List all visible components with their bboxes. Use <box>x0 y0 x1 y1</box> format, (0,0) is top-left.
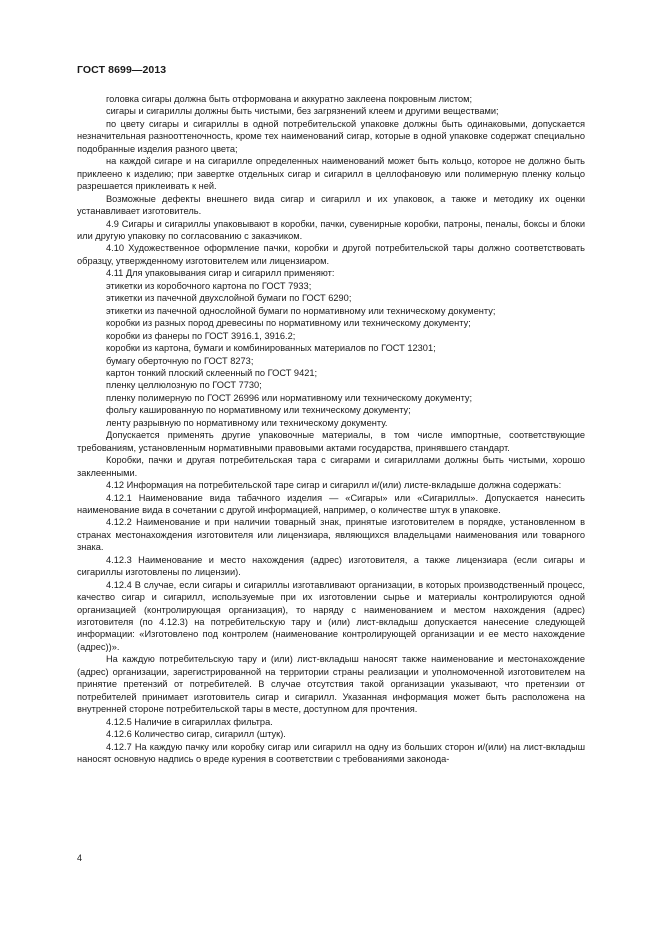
paragraph: по цвету сигары и сигариллы в одной потребительской упаковке должны быть одинаковыми, допускается незначительная разнооттеночность, кроме тех наименований сигар, которые в одной упаковке содержат специально подобранные изделия разного цвета; <box>77 118 585 154</box>
list-item: коробки из картона, бумаги и комбинированных материалов по ГОСТ 12301; <box>106 343 436 354</box>
paragraph: 4.10 Художественное оформление пачки, коробки и другой потребительской тары должно соответствовать образцу, утвержденному изготовителем или лицензиаром. <box>77 243 585 266</box>
paragraph: 4.12.3 Наименование и место нахождения (адрес) изготовителя, а также лицензиара (если сигары и сигариллы изготовлены по лицензии). <box>77 554 585 578</box>
list-item: этикетки из коробочного картона по ГОСТ 7933; <box>106 280 312 291</box>
document-body <box>77 93 585 765</box>
list-item: ленту разрывную по нормативному или техническому документу. <box>106 417 388 428</box>
list-item: фольгу кашированную по нормативному или техническому документу; <box>106 405 411 416</box>
paragraph: Возможные дефекты внешнего вида сигар и сигарилл и их упаковок, а также и методику их оценки устанавливает изготовитель. <box>77 193 585 217</box>
paragraph: 4.12.5 Наличие в сигариллах фильтра. <box>106 716 273 727</box>
paragraph: На каждую потребительскую тару и (или) лист-вкладыш наносят также наименование и местонахождение (адрес) организации, зарегистрированной на территории страны реализации и уполномоченной изготовителем на принятие претензий от потребителей. В случае отсутствия такой организации указывают, что претензии от потребителей принимает изготовитель сигар и сигарилл. Указанная информация может быть расположена на внутренней стороне потребительской тары в месте, доступном для прочтения. <box>77 654 585 715</box>
list-item: коробки из разных пород древесины по нормативному или техническому документу; <box>106 318 471 329</box>
list-item: коробки из фанеры по ГОСТ 3916.1, 3916.2; <box>106 330 296 341</box>
paragraph: 4.12 Информация на потребительской таре сигар и сигарилл и/(или) листе-вкладыше должна содержать: <box>106 480 562 491</box>
paragraph: 4.12.6 Количество сигар, сигарилл (штук). <box>106 729 286 740</box>
paragraph: 4.12.2 Наименование и при наличии товарный знак, принятые изготовителем в порядке, установленном в странах местонахождения изготовителя или лицензиара, являющихся владельцами наименования или товарного знака. <box>77 517 585 553</box>
page-number: 4 <box>77 853 83 863</box>
paragraph: Коробки, пачки и другая потребительская тара с сигарами и сигариллами должны быть чистыми, хорошо заклеенными. <box>77 455 585 478</box>
list-item: картон тонкий плоский склеенный по ГОСТ 9421; <box>106 367 318 378</box>
list-item: пленку целлюлозную по ГОСТ 7730; <box>106 380 262 391</box>
list-item: бумагу оберточную по ГОСТ 8273; <box>106 355 254 366</box>
paragraph: 4.9 Сигары и сигариллы упаковывают в коробки, пачки, сувенирные коробки, патроны, пеналы, боксы и блоки или другую упаковку по согласованию с заказчиком. <box>77 218 585 241</box>
list-item: этикетки из пачечной однослойной бумаги по нормативному или техническому документу; <box>106 305 496 316</box>
paragraph: на каждой сигаре и на сигарилле определенных наименований может быть кольцо, которое не должно быть приклеено к изделию; при завертке отдельных сигар и сигарилл в целлофановую или полимерную пленку кольцо разрешается приклеивать к ней. <box>77 156 585 192</box>
paragraph: головка сигары должна быть отформована и аккуратно заклеена покровным листом; <box>106 94 473 104</box>
paragraph: 4.12.1 Наименование вида табачного изделия — «Сигары» или «Сигариллы». Допускается нанесить наименование вида в сочетании с другой информацией, например, о количестве штук в упаковке. <box>77 492 585 515</box>
paragraph: 4.12.4 В случае, если сигары и сигариллы изготавливают организации, в которых производственный процесс, качество сигар и сигарилл, используемые при их изготовлении сырье и материалы контролируются одной организацией (контролирующая организация), то наряду с наименованием и местом нахождения (адрес) изготовителя (по 4.12.3) на потребительскую тару и (или) лист-вкладыш допускается нанесение следующей информации: «Изготовлено под контролем (наименование контролирующей организации и ее место нахождение (адрес))». <box>77 579 585 652</box>
paragraph: 4.12.7 На каждую пачку или коробку сигар или сигарилл на одну из больших сторон и/(или) на лист-вкладыш наносят основную надпись о вреде курения в соответствии с требованиями законода- <box>77 741 585 765</box>
document-header: ГОСТ 8699—2013 <box>77 64 167 76</box>
paragraph: 4.11 Для упаковывания сигар и сигарилл применяют: <box>106 268 335 279</box>
list-item: этикетки из пачечной двухслойной бумаги по ГОСТ 6290; <box>106 293 352 304</box>
list-item: пленку полимерную по ГОСТ 26996 или нормативному или техническому документу; <box>106 392 473 403</box>
paragraph: сигары и сигариллы должны быть чистыми, без загрязнений клеем и другими веществами; <box>106 106 499 117</box>
paragraph: Допускается применять другие упаковочные материалы, в том числе импортные, соответствующие требованиям, установленным нормативными правовыми актами государства, принявшего стандарт. <box>77 430 585 453</box>
